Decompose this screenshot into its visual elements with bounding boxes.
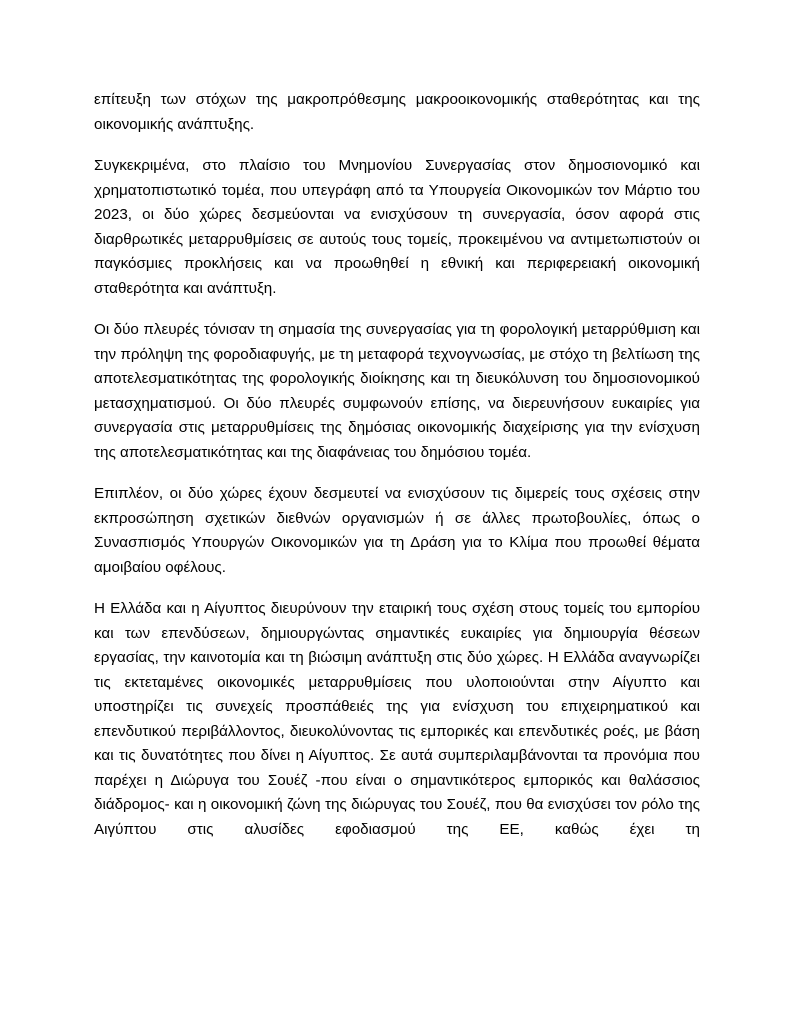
paragraph-3: Οι δύο πλευρές τόνισαν τη σημασία της συνεργασίας για τη φορολογική μεταρρύθμιση και την πρόληψη της φοροδιαφυγής, με τη μεταφορά τεχνογνωσίας, με στόχο τη βελτίωση της αποτελεσματικότητας της φορολογικής διοίκησης και τη διευκόλυνση του δημοσιονομικού μετασχηματισμού. Οι δύο πλευρές συμφωνούν επίσης, να διερευνήσουν ευκαιρίες για συνεργασία στις μεταρρυθμίσεις της δημόσιας οικονομικής διαχείρισης για την ενίσχυση της αποτελεσματικότητας και της διαφάνειας του δημόσιου τομέα. xyxy=(94,321,700,461)
paragraph-2: Συγκεκριμένα, στο πλαίσιο του Μνημονίου Συνεργασίας στον δημοσιονομικό και χρηματοπιστωτικό τομέα, που υπεγράφη από τα Υπουργεία Οικονομικών τον Μάρτιο του 2023, οι δύο χώρες δεσμεύονται να ενισχύσουν τη συνεργασία, όσον αφορά στις διαρθρωτικές μεταρρυθμίσεις σε αυτούς τους τομείς, προκειμένου να αντιμετωπιστούν οι παγκόσμιες προκλήσεις και να προωθηθεί η εθνική και περιφερειακή οικονομική σταθερότητα και ανάπτυξη. xyxy=(94,157,700,297)
paragraph-1: επίτευξη των στόχων της μακροπρόθεσμης μακροοικονομικής σταθερότητας και της οικονομικής ανάπτυξης. xyxy=(94,91,700,133)
document-page xyxy=(94,88,700,842)
paragraph-5: Η Ελλάδα και η Αίγυπτος διευρύνουν την εταιρική τους σχέση στους τομείς του εμπορίου και των επενδύσεων, δημιουργώντας σημαντικές ευκαιρίες για δημιουργία θέσεων εργασίας, την καινοτομία και τη βιώσιμη ανάπτυξη στις δύο χώρες. Η Ελλάδα αναγνωρίζει τις εκτεταμένες οικονομικές μεταρρυθμίσεις που υλοποιούνται στην Αίγυπτο και υποστηρίζει τις συνεχείς προσπάθειές της για ενίσχυση του επιχειρηματικού και επενδυτικού περιβάλλοντος, διευκολύνοντας τις εμπορικές και επενδυτικές ροές, με βάση και τις δυνατότητες που δίνει η Αίγυπτος. Σε αυτά συμπεριλαμβάνονται τα προνόμια που παρέχει η Διώρυγα του Σουέζ -που είναι ο σημαντικότερος εμπορικός και θαλάσσιος διάδρομος- και η οικονομική ζώνη της διώρυγας του Σουέζ, που θα ενισχύσει τον ρόλο της Αιγύπτου στις αλυσίδες εφοδιασμού της ΕΕ, καθώς έχει τη xyxy=(94,600,700,838)
paragraph-4: Επιπλέον, οι δύο χώρες έχουν δεσμευτεί να ενισχύσουν τις διμερείς τους σχέσεις στην εκπροσώπηση σχετικών διεθνών οργανισμών ή σε άλλες πρωτοβουλίες, όπως ο Συνασπισμός Υπουργών Οικονομικών για τη Δράση για το Κλίμα που προωθεί θέματα αμοιβαίου οφέλους. xyxy=(94,485,700,576)
